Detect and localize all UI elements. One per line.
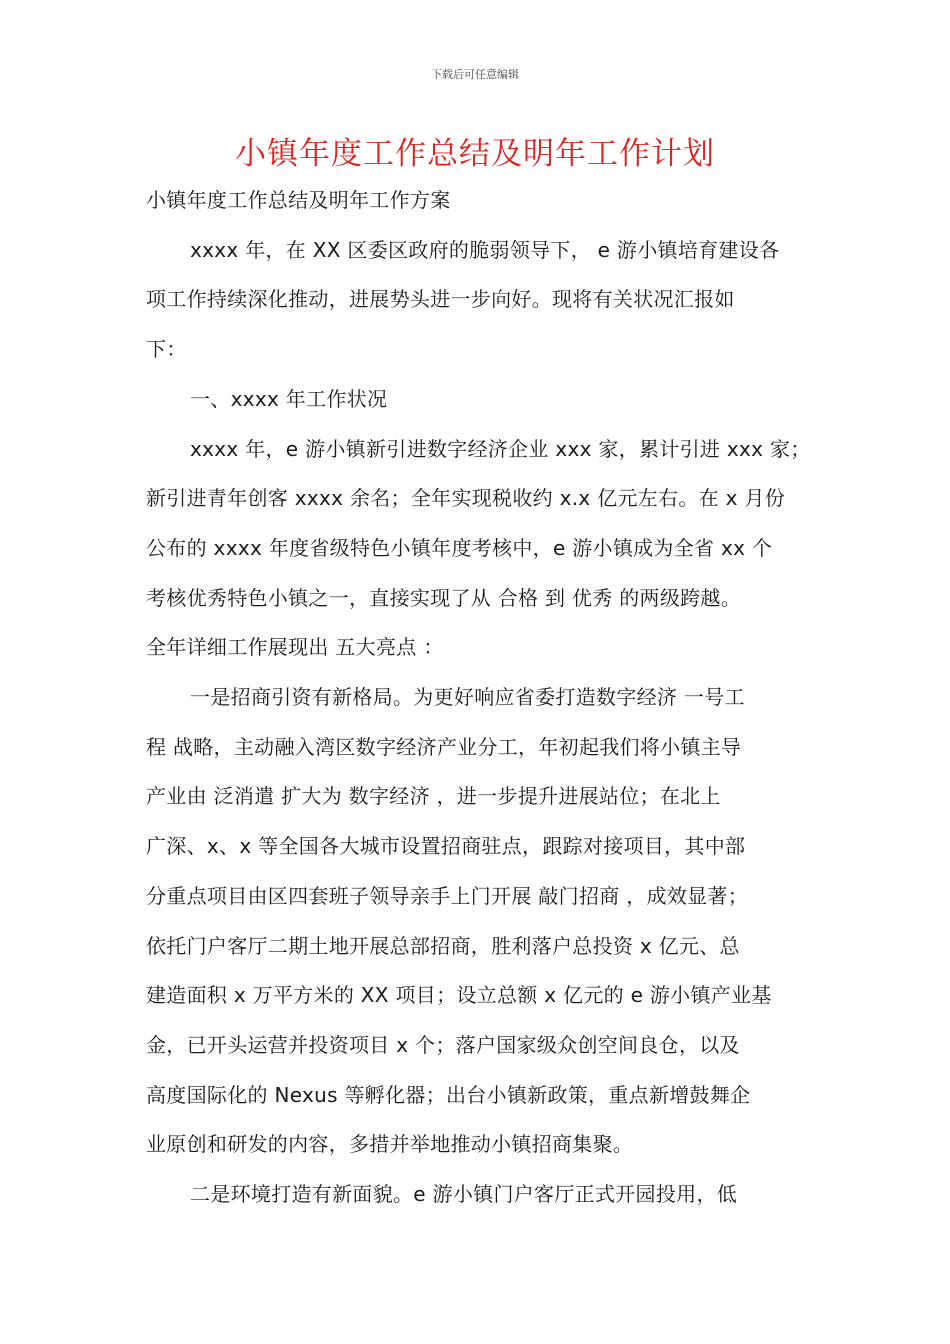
body-line: xxxx 年，e 游小镇新引进数字经济企业 xxx 家，累计引进 xxx 家； [190, 437, 811, 461]
body-line: 产业由 泛消遣 扩大为 数字经济 ，进一步提升进展站位；在北上 [146, 784, 721, 808]
body-line: 分重点项目由区四套班子领导亲手上门开展 敲门招商 ，成效显著； [146, 884, 749, 908]
body-line: 业原创和研发的内容，多措并举地推动小镇招商集聚。 [146, 1132, 634, 1156]
body-line: 一、xxxx 年工作状况 [190, 387, 388, 411]
body-line: xxxx 年，在 XX 区委区政府的脆弱领导下， e 游小镇培育建设各 [190, 238, 780, 262]
body-line: 项工作持续深化推动，进展势头进一步向好。现将有关状况汇报如 [146, 287, 735, 311]
body-line: 依托门户客厅二期土地开展总部招商，胜利落户总投资 x 亿元、总 [146, 934, 740, 958]
body-line: 考核优秀特色小镇之一，直接实现了从 合格 到 优秀 的两级跨越。 [146, 586, 742, 610]
body-line: 广深、x、x 等全国各大城市设置招商驻点，跟踪对接项目，其中部 [146, 834, 746, 858]
body-line: 新引进青年创客 xxxx 余名；全年实现税收约 x.x 亿元左右。在 x 月份 [146, 486, 786, 510]
body-line: 公布的 xxxx 年度省级特色小镇年度考核中，e 游小镇成为全省 xx 个 [146, 536, 773, 560]
body-line: 金，已开头运营并投资项目 x 个；落户国家级众创空间良仓，以及 [146, 1033, 740, 1057]
body-line: 小镇年度工作总结及明年工作方案 [146, 188, 451, 212]
body-line: 一是招商引资有新格局。为更好响应省委打造数字经济 一号工 [190, 685, 745, 709]
body-line: 全年详细工作展现出 五大亮点 ： [146, 635, 444, 659]
document-title: 小镇年度工作总结及明年工作计划 [235, 136, 715, 172]
body-line: 高度国际化的 Nexus 等孵化器；出台小镇新政策，重点新增鼓舞企 [146, 1083, 751, 1107]
body-line: 二是环境打造有新面貌。e 游小镇门户客厅正式开园投用，低 [190, 1182, 738, 1206]
body-line: 下： [146, 337, 187, 361]
header-note: 下载后可任意编辑 [431, 68, 519, 81]
body-line: 建造面积 x 万平方米的 XX 项目；设立总额 x 亿元的 e 游小镇产业基 [146, 983, 772, 1007]
body-line: 程 战略，主动融入湾区数字经济产业分工，年初起我们将小镇主导 [146, 735, 742, 759]
